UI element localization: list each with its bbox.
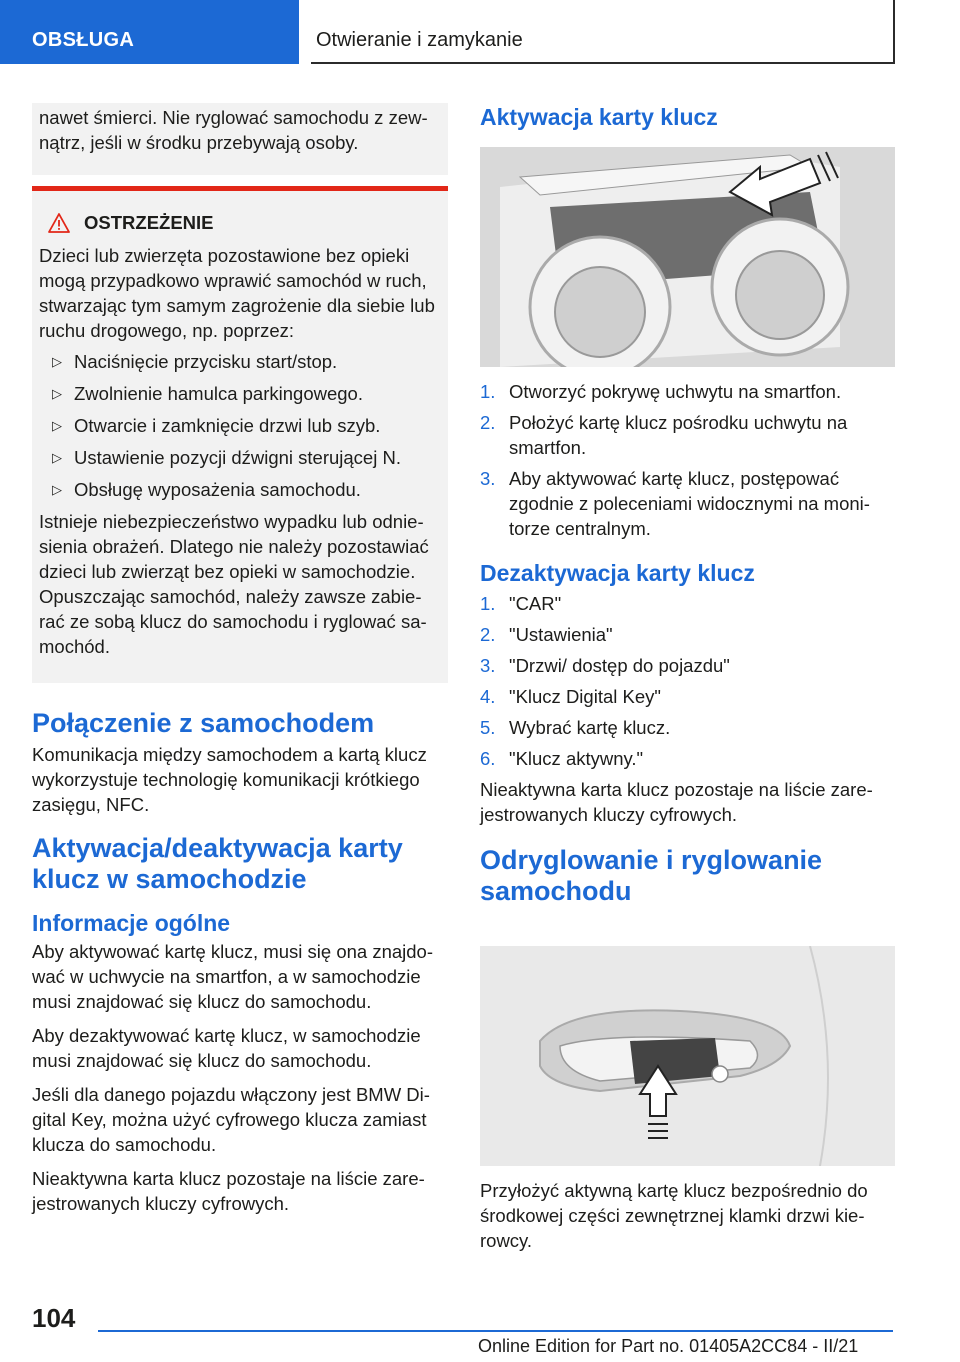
- warning-heading: [48, 212, 214, 234]
- list-item: 2. Położyć kartę klucz pośrodku uchwytu na smartfon.: [480, 412, 848, 458]
- list-item: 6. "Klucz aktywny.": [480, 748, 644, 769]
- list-item: ▷ Zwolnienie hamulca parkingowego.: [52, 383, 363, 404]
- warning-outro: Istnieje niebezpieczeństwo wypadku lub odnie-sienia obrażeń. Dlatego nie należy pozostawiać dzieci lub zwierząt bez opieki w samochodzie. Opuszczając samochód, należy zawsze zabie-rać ze sobą klucz do samochodu i ryglować sa-mochód.: [39, 511, 429, 657]
- activation-steps: [480, 379, 895, 907]
- section-label: OBSŁUGA: [32, 29, 135, 51]
- heading-activate-card: Aktywacja karty klucz: [480, 104, 718, 130]
- warning-bullets: [39, 349, 443, 502]
- heading-deactivate-card: Dezaktywacja karty klucz: [480, 560, 755, 586]
- list-item: 3. Aby aktywować kartę klucz, postępować zgodnie z poleceniami widocznymi na moni-torze centralnym.: [480, 468, 870, 539]
- phone-holder-illustration: [480, 147, 895, 367]
- warning-intro: Dzieci lub zwierzęta pozostawione bez opieki mogą przypadkowo wprawić samochód w ruch, stwarzając tym samym zagrożenie dla siebie lub ruchu drogowego, np. poprzez:: [39, 245, 435, 341]
- heading-unlock: Odryglowanie i ryglowanie samochodu: [480, 845, 823, 906]
- door-handle-image: [480, 946, 895, 1166]
- list-item: ▷ Ustawienie pozycji dźwigni sterującej N.: [52, 447, 401, 468]
- unlock-text: Przyłożyć aktywną kartę klucz bezpośrednio do środkowej części zewnętrznej klamki drzwi kie-rowcy.: [480, 1180, 868, 1251]
- unlock-text-block: [480, 1178, 895, 1262]
- general-paragraph: Nieaktywna karta klucz pozostaje na liście zare-jestrowanych kluczy cyfrowych.: [32, 1168, 425, 1214]
- footer-rule: [98, 1330, 893, 1332]
- page-number: 104: [32, 1303, 76, 1333]
- warning-title: OSTRZEŻENIE: [84, 212, 214, 233]
- list-item: 2. "Ustawienia": [480, 624, 613, 645]
- warning-triangle-icon: [48, 213, 70, 233]
- bullet-triangle-icon: ▷: [52, 450, 62, 465]
- bullet-triangle-icon: ▷: [52, 418, 62, 433]
- deactivation-steps-list: [480, 591, 895, 771]
- heading-general: Informacje ogólne: [32, 910, 231, 936]
- heading-activation: Aktywacja/deaktywacja karty klucz w samochodzie: [32, 833, 403, 894]
- list-item: 4. "Klucz Digital Key": [480, 686, 661, 707]
- left-column-content: [32, 708, 448, 1225]
- chapter-header: [311, 0, 895, 64]
- general-paragraph: Aby dezaktywować kartę klucz, w samochodzie musi znajdować się klucz do samochodu.: [32, 1025, 421, 1071]
- list-item: 1. Otworzyć pokrywę uchwytu na smartfon.: [480, 381, 842, 402]
- heading-connection: Połączenie z samochodem: [32, 708, 375, 738]
- door-handle-illustration: [480, 946, 895, 1166]
- right-column-top: [480, 103, 895, 131]
- list-item: ▷ Obsługę wyposażenia samochodu.: [52, 479, 361, 500]
- list-item: 3. "Drzwi/ dostęp do pojazdu": [480, 655, 730, 676]
- list-item: 1. "CAR": [480, 593, 562, 614]
- activation-steps-list: [480, 379, 895, 541]
- section-tab: [0, 0, 299, 64]
- warning-continuation: [32, 103, 448, 175]
- warning-body: [39, 243, 443, 659]
- list-item: 5. Wybrać kartę klucz.: [480, 717, 671, 738]
- bullet-triangle-icon: ▷: [52, 386, 62, 401]
- list-item: ▷ Naciśnięcie przycisku start/stop.: [52, 351, 338, 372]
- general-paragraph: Aby aktywować kartę klucz, musi się ona znajdo-wać w uchwycie na smartfon, a w samochodzie musi znajdować się klucz do samochodu.: [32, 941, 434, 1012]
- chapter-title: Otwieranie i zamykanie: [316, 29, 523, 51]
- warning-continuation-text: nawet śmierci. Nie ryglować samochodu z zew-nątrz, jeśli w środku przebywają osoby.: [39, 107, 428, 153]
- warning-box: [32, 191, 448, 683]
- footer-edition: Online Edition for Part no. 01405A2CC84 - II/21: [478, 1336, 859, 1356]
- bullet-triangle-icon: ▷: [52, 354, 62, 369]
- list-item: ▷ Otwarcie i zamknięcie drzwi lub szyb.: [52, 415, 381, 436]
- deactivation-note: Nieaktywna karta klucz pozostaje na liście zare-jestrowanych kluczy cyfrowych.: [480, 779, 873, 825]
- connection-text: Komunikacja między samochodem a kartą klucz wykorzystuje technologię komunikacji krótkiego zasięgu, NFC.: [32, 744, 427, 815]
- phone-holder-image: [480, 147, 895, 367]
- general-paragraph: Jeśli dla danego pojazdu włączony jest BMW Di-gital Key, można użyć cyfrowego klucza zamiast klucza do samochodu.: [32, 1084, 430, 1155]
- bullet-triangle-icon: ▷: [52, 482, 62, 497]
